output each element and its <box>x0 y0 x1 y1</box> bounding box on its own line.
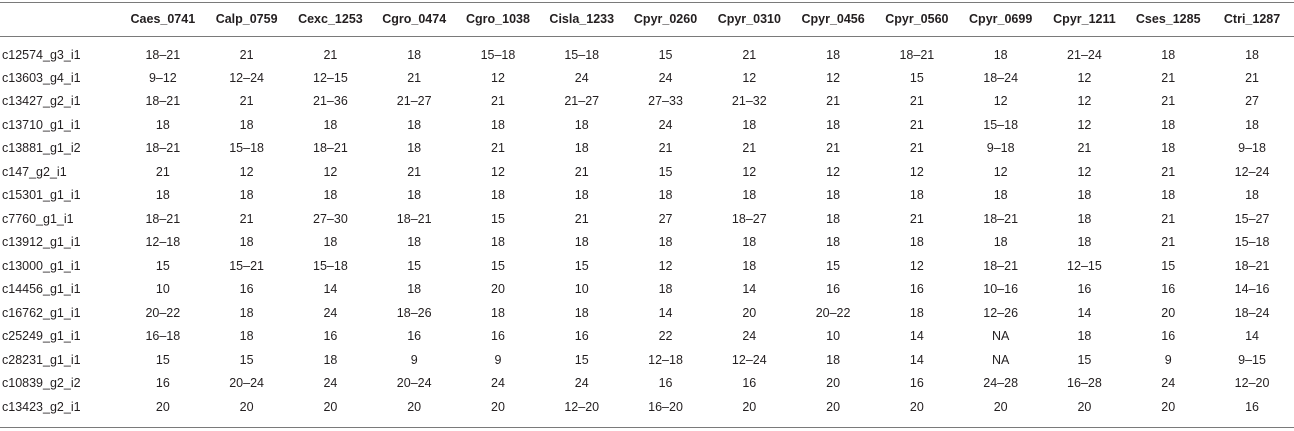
table-cell: 18–21 <box>313 141 348 156</box>
table-cell: 18–21 <box>899 47 935 62</box>
table-cell: 18 <box>407 141 422 156</box>
table-cell: 21 <box>909 141 924 156</box>
row-label: c13000_g1_i1 <box>2 258 81 273</box>
table-cell: 21 <box>1161 94 1176 109</box>
table-cell: 15 <box>491 211 505 226</box>
table-cell: 20 <box>826 399 841 414</box>
table-cell: 15 <box>1077 352 1092 367</box>
table-cell: 9 <box>494 352 502 367</box>
table-cell: 15–18 <box>313 258 348 273</box>
table-cell: 21 <box>491 141 505 156</box>
table-cell: 20 <box>909 399 924 414</box>
table-cell: 20 <box>826 376 841 391</box>
table-cell: 18 <box>239 117 254 132</box>
row-label: c13603_g4_i1 <box>2 70 81 85</box>
table-cell: NA <box>991 329 1010 344</box>
table-cell: 16–18 <box>145 329 181 344</box>
table-cell: 20–24 <box>229 376 264 391</box>
table-cell: 12 <box>1077 117 1092 132</box>
table-cell: 18 <box>1161 141 1176 156</box>
table-cell: 12 <box>1077 164 1092 179</box>
row-label: c25249_g1_i1 <box>2 329 81 344</box>
table-cell: 12 <box>491 70 505 85</box>
table-cell: 14 <box>323 282 338 297</box>
table-cell: 16 <box>909 282 924 297</box>
table-cell: 9–18 <box>1238 141 1266 156</box>
table-cell: 24 <box>323 376 338 391</box>
table-cell: 16 <box>239 282 254 297</box>
table-cell: 18 <box>742 235 757 250</box>
table-cell: 18 <box>574 235 589 250</box>
table-cell: 12 <box>909 164 924 179</box>
row-label: c16762_g1_i1 <box>2 305 81 320</box>
row-label: c10839_g2_i2 <box>2 376 81 391</box>
table-cell: 20 <box>239 399 254 414</box>
table-cell: 18 <box>407 235 422 250</box>
table-cell: 18 <box>491 117 505 132</box>
table-cell: 14 <box>1077 305 1092 320</box>
table-cell: 9 <box>1164 352 1172 367</box>
table-cell: 12–24 <box>1234 164 1270 179</box>
table-cell: 20 <box>1161 305 1176 320</box>
table-cell: 18 <box>239 329 254 344</box>
table-cell: 15 <box>155 258 170 273</box>
row-label: c15301_g1_i1 <box>2 188 81 203</box>
table-row <box>0 231 1294 255</box>
table-cell: 20 <box>155 399 170 414</box>
table-cell: 18 <box>1161 188 1176 203</box>
table-row <box>0 137 1294 161</box>
table-row <box>0 66 1294 90</box>
table-cell: 21 <box>742 47 757 62</box>
table-cell: 18 <box>323 117 338 132</box>
table-cell: 18 <box>407 117 422 132</box>
table-cell: 21 <box>658 141 673 156</box>
table-cell: 18 <box>1245 188 1259 203</box>
table-cell: 18 <box>1077 211 1092 226</box>
column-header: Ctri_1287 <box>1223 12 1281 26</box>
table-cell: 18 <box>574 188 589 203</box>
table-cell: 18 <box>1161 117 1176 132</box>
table-cell: 18 <box>742 188 757 203</box>
table-cell: 12–15 <box>1067 258 1102 273</box>
table-cell: 24 <box>742 329 757 344</box>
table-cell: 12–18 <box>145 235 181 250</box>
table-cell: 18 <box>491 235 505 250</box>
table-cell: 20 <box>491 399 505 414</box>
table-cell: 20–24 <box>396 376 432 391</box>
table-row <box>0 395 1294 419</box>
table-cell: 18 <box>155 188 170 203</box>
table-cell: 18 <box>574 305 589 320</box>
table-cell: 18–21 <box>1234 258 1270 273</box>
table-cell: 24–28 <box>983 376 1019 391</box>
table-cell: 16–28 <box>1067 376 1102 391</box>
row-label: c13710_g1_i1 <box>2 117 81 132</box>
table-cell: 27 <box>658 211 673 226</box>
table-cell: 15–18 <box>480 47 516 62</box>
table-cell: 21 <box>1161 211 1176 226</box>
table-cell: 20–22 <box>815 305 851 320</box>
table-cell: 12–24 <box>731 352 767 367</box>
table-cell: 18 <box>658 282 673 297</box>
column-header: Cgro_1038 <box>466 12 530 26</box>
table-cell: 21 <box>909 94 924 109</box>
table-cell: 14 <box>658 305 673 320</box>
table-row <box>0 254 1294 278</box>
column-header: Cses_1285 <box>1135 12 1201 26</box>
header-rule <box>0 36 1294 37</box>
table-cell: 18–27 <box>731 211 767 226</box>
table-cell: 21 <box>742 141 757 156</box>
table-cell: 20–22 <box>145 305 181 320</box>
table-cell: 21 <box>574 164 589 179</box>
table-cell: 21 <box>239 47 254 62</box>
table-cell: 24 <box>323 305 338 320</box>
table-cell: 18 <box>826 235 841 250</box>
table-cell: 24 <box>574 70 589 85</box>
table-cell: 24 <box>491 376 505 391</box>
column-header: Cpyr_0260 <box>633 12 698 26</box>
table-cell: 21 <box>407 164 422 179</box>
column-header: Cpyr_1211 <box>1053 12 1116 26</box>
table-row <box>0 184 1294 208</box>
table-cell: 16 <box>742 376 757 391</box>
table-cell: 18–21 <box>396 211 432 226</box>
table-cell: 21 <box>909 211 924 226</box>
table-cell: 22 <box>658 329 673 344</box>
table-cell: 15 <box>491 258 505 273</box>
bottom-rule <box>0 427 1294 428</box>
table-cell: 18 <box>407 47 422 62</box>
table-cell: NA <box>991 352 1010 367</box>
table-cell: 14 <box>909 352 924 367</box>
table-cell: 16 <box>155 376 170 391</box>
table-cell: 12–20 <box>564 399 600 414</box>
table-cell: 18 <box>909 235 924 250</box>
table-cell: 21–24 <box>1067 47 1102 62</box>
column-header: Calp_0759 <box>215 12 278 26</box>
table-cell: 18–21 <box>983 211 1019 226</box>
table-cell: 20 <box>1161 399 1176 414</box>
table-row <box>0 325 1294 349</box>
table-row <box>0 372 1294 396</box>
table-cell: 12–20 <box>1234 376 1270 391</box>
table-cell: 18–24 <box>1234 305 1270 320</box>
row-label: c13881_g1_i2 <box>2 141 81 156</box>
table-row <box>0 301 1294 325</box>
table-cell: 15 <box>574 352 589 367</box>
table-cell: 18–21 <box>145 211 181 226</box>
table-cell: 10 <box>826 329 841 344</box>
table-cell: 18 <box>826 352 841 367</box>
table-cell: 15 <box>658 47 673 62</box>
table-cell: 20 <box>742 399 757 414</box>
table-cell: 18 <box>658 235 673 250</box>
table-cell: 21 <box>909 117 924 132</box>
table-cell: 18–21 <box>145 141 181 156</box>
table-cell: 20 <box>491 282 505 297</box>
table-cell: 21 <box>1161 235 1176 250</box>
table-cell: 18 <box>155 117 170 132</box>
table-cell: 21 <box>407 70 422 85</box>
table-cell: 12 <box>826 70 841 85</box>
table-cell: 21–32 <box>731 94 767 109</box>
table-cell: 18 <box>909 305 924 320</box>
table-cell: 16 <box>1077 282 1092 297</box>
table-cell: 24 <box>658 70 673 85</box>
table-cell: 18 <box>323 352 338 367</box>
table-cell: 15–18 <box>1234 235 1270 250</box>
top-rule <box>0 2 1294 3</box>
table-row <box>0 278 1294 302</box>
table-row <box>0 90 1294 114</box>
table-cell: 18 <box>826 188 841 203</box>
table-cell: 18 <box>826 117 841 132</box>
row-label: c147_g2_i1 <box>2 164 67 179</box>
table-cell: 18 <box>323 188 338 203</box>
table-cell: 18–21 <box>145 94 181 109</box>
table-body <box>0 36 1294 419</box>
table-cell: 15–18 <box>229 141 264 156</box>
table-cell: 12 <box>658 258 673 273</box>
table-cell: 21 <box>826 94 841 109</box>
table-cell: 21 <box>1161 70 1176 85</box>
table-cell: 18 <box>407 188 422 203</box>
table-cell: 18 <box>742 117 757 132</box>
table-cell: 12 <box>826 164 841 179</box>
table-cell: 18 <box>658 188 673 203</box>
table-cell: 12 <box>909 258 924 273</box>
table-cell: 18 <box>1245 47 1259 62</box>
table-cell: 12–24 <box>229 70 264 85</box>
table-cell: 15 <box>826 258 841 273</box>
row-label: c14456_g1_i1 <box>2 282 81 297</box>
table-cell: 18 <box>491 305 505 320</box>
table-row <box>0 207 1294 231</box>
table-cell: 10 <box>155 282 170 297</box>
row-label: c28231_g1_i1 <box>2 352 81 367</box>
table-cell: 16 <box>1161 329 1176 344</box>
table-cell: 15 <box>658 164 673 179</box>
table-cell: 20 <box>1077 399 1092 414</box>
table-cell: 21 <box>1245 70 1259 85</box>
table-cell: 12 <box>491 164 505 179</box>
table-cell: 27–30 <box>313 211 348 226</box>
table-cell: 20 <box>993 399 1008 414</box>
table-cell: 18 <box>491 188 505 203</box>
table-cell: 16 <box>407 329 422 344</box>
table-cell: 24 <box>574 376 589 391</box>
table-cell: 18 <box>1077 188 1092 203</box>
table-cell: 21 <box>491 94 505 109</box>
table-cell: 16 <box>491 329 505 344</box>
table-cell: 20 <box>323 399 338 414</box>
table-cell: 18 <box>1077 329 1092 344</box>
column-header: Cpyr_0560 <box>885 12 949 26</box>
table-cell: 20 <box>742 305 757 320</box>
table-cell: 21 <box>239 211 254 226</box>
table-cell: 21–27 <box>564 94 600 109</box>
table-cell: 15–18 <box>564 47 600 62</box>
table-cell: 10–16 <box>983 282 1019 297</box>
table-cell: 16 <box>1245 399 1259 414</box>
table-cell: 12 <box>1077 70 1092 85</box>
table-cell: 21 <box>826 141 841 156</box>
table-header-row <box>0 0 1294 36</box>
table-cell: 15 <box>574 258 589 273</box>
table-cell: 18 <box>323 235 338 250</box>
table-cell: 15 <box>407 258 422 273</box>
table-cell: 10 <box>574 282 589 297</box>
row-label: c7760_g1_i1 <box>2 211 74 226</box>
table-cell: 9–12 <box>148 70 177 85</box>
table-cell: 16 <box>323 329 338 344</box>
table-cell: 16 <box>658 376 673 391</box>
table-cell: 14–16 <box>1234 282 1270 297</box>
table-cell: 18 <box>1245 117 1259 132</box>
table-cell: 21 <box>1077 141 1092 156</box>
column-header: Cpyr_0456 <box>801 12 865 26</box>
row-label: c12574_g3_i1 <box>2 47 81 62</box>
table-cell: 18 <box>993 235 1008 250</box>
table-cell: 16–20 <box>648 399 683 414</box>
column-header: Cexc_1253 <box>298 12 363 26</box>
table-cell: 15–18 <box>983 117 1019 132</box>
table-cell: 9–15 <box>1238 352 1266 367</box>
column-header: Cpyr_0310 <box>717 12 781 26</box>
table-cell: 18 <box>239 235 254 250</box>
column-header: Cgro_0474 <box>382 12 447 26</box>
table-cell: 21–27 <box>396 94 432 109</box>
table-cell: 24 <box>658 117 673 132</box>
table-cell: 18 <box>574 141 589 156</box>
table-cell: 12–18 <box>648 352 683 367</box>
table-cell: 18–21 <box>983 258 1019 273</box>
row-label: c13427_g2_i1 <box>2 94 81 109</box>
table-cell: 18 <box>826 47 841 62</box>
table-cell: 18 <box>742 258 757 273</box>
column-header: Cpyr_0699 <box>969 12 1033 26</box>
table-cell: 18 <box>826 211 841 226</box>
table-cell: 12 <box>993 94 1008 109</box>
table-cell: 16 <box>909 376 924 391</box>
table-cell: 12 <box>323 164 338 179</box>
table-cell: 18 <box>1077 235 1092 250</box>
table-cell: 15 <box>155 352 170 367</box>
table-row <box>0 113 1294 137</box>
table-cell: 12–15 <box>313 70 348 85</box>
table-cell: 15 <box>239 352 254 367</box>
table-cell: 16 <box>1161 282 1176 297</box>
table-cell: 21 <box>155 164 170 179</box>
table-cell: 15–21 <box>229 258 264 273</box>
table-cell: 9 <box>410 352 418 367</box>
table-row <box>0 160 1294 184</box>
table-cell: 15 <box>909 70 924 85</box>
table-row <box>0 36 1294 66</box>
table-cell: 12–26 <box>983 305 1019 320</box>
table-cell: 18 <box>574 117 589 132</box>
column-header: Caes_0741 <box>130 12 196 26</box>
table-cell: 27–33 <box>648 94 683 109</box>
row-label: c13912_g1_i1 <box>2 235 81 250</box>
table-cell: 16 <box>574 329 589 344</box>
table-cell: 18 <box>993 47 1008 62</box>
table-cell: 16 <box>826 282 841 297</box>
table-cell: 21 <box>323 47 338 62</box>
column-header-label <box>0 0 121 36</box>
table-cell: 18 <box>239 188 254 203</box>
table-cell: 12 <box>742 70 757 85</box>
row-label: c13423_g2_i1 <box>2 399 81 414</box>
table-cell: 14 <box>1245 329 1259 344</box>
table-cell: 12 <box>1077 94 1092 109</box>
column-header: Cisla_1233 <box>549 12 615 26</box>
table-cell: 24 <box>1161 376 1176 391</box>
table-cell: 12 <box>239 164 254 179</box>
table-cell: 14 <box>909 329 924 344</box>
table-cell: 18 <box>1161 47 1176 62</box>
table-cell: 21 <box>1161 164 1176 179</box>
table-cell: 14 <box>742 282 757 297</box>
table-cell: 12 <box>742 164 757 179</box>
table-cell: 18 <box>407 282 422 297</box>
table-cell: 18–21 <box>145 47 181 62</box>
table-cell: 20 <box>407 399 422 414</box>
table-cell: 15 <box>1161 258 1176 273</box>
table-cell: 21 <box>574 211 589 226</box>
table-cell: 18–24 <box>983 70 1019 85</box>
table-row <box>0 348 1294 372</box>
table-cell: 12 <box>993 164 1008 179</box>
table-cell: 27 <box>1245 94 1259 109</box>
table-cell: 9–18 <box>986 141 1015 156</box>
table-cell: 18–26 <box>396 305 432 320</box>
table-cell: 21 <box>239 94 254 109</box>
table-cell: 21–36 <box>313 94 348 109</box>
table-cell: 18 <box>239 305 254 320</box>
table-cell: 18 <box>993 188 1008 203</box>
table-cell: 15–27 <box>1234 211 1270 226</box>
table-cell: 18 <box>909 188 924 203</box>
